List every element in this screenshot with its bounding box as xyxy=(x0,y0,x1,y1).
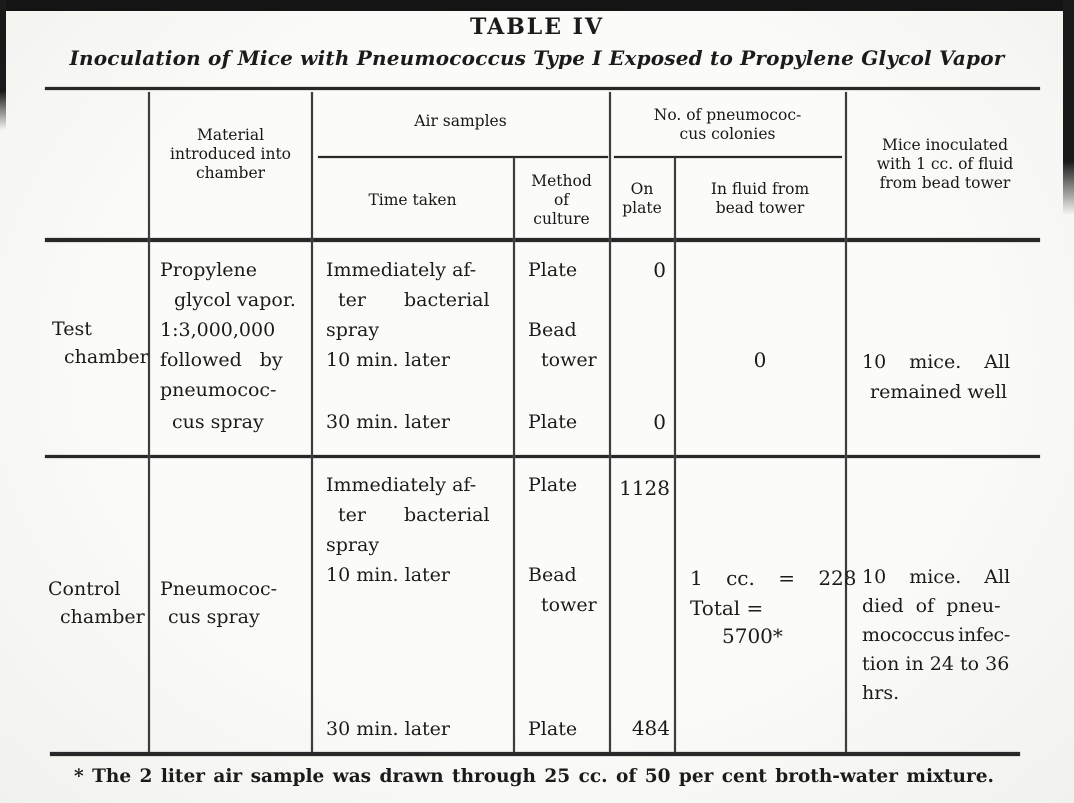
cell-control-mice-line: mococcus infec- xyxy=(862,624,1010,646)
cell-test-time-line: 30 min. later xyxy=(326,411,450,433)
divider-time-method xyxy=(513,158,515,752)
cell-test-material-line: cus spray xyxy=(172,411,264,433)
cell-control-on-plate-value: 1128 xyxy=(619,476,670,500)
cell-test-time-line: Immediately af- xyxy=(326,259,477,281)
cell-test-time-line: spray xyxy=(326,319,380,341)
cell-test-material-line: glycol vapor. xyxy=(174,289,296,311)
table-subtitle: Inoculation of Mice with Pneumococcus Type I Exposed to Propylene Glycol Vapor xyxy=(69,46,1005,70)
cell-test-method-line: Plate xyxy=(528,411,578,433)
row-label-control-line: Control xyxy=(48,578,121,600)
rule-row-divider xyxy=(45,455,1040,458)
cell-test-method-line: Bead xyxy=(528,319,577,341)
cell-control-time-line: ter bacterial xyxy=(338,504,490,526)
row-label-test-line: Test xyxy=(52,318,92,340)
cell-control-method-line: Bead xyxy=(528,564,577,586)
table-title: TABLE IV xyxy=(469,14,605,40)
cell-control-on-plate-value: 484 xyxy=(631,716,670,740)
col-header-air-samples: Air samples xyxy=(414,112,507,130)
cell-control-mice-line: died of pneu- xyxy=(862,595,1001,617)
cell-control-mice-line: tion in 24 to 36 xyxy=(862,653,1010,675)
rule-table-bottom xyxy=(50,752,1020,756)
divider-plate-fluid xyxy=(674,158,676,752)
col-header-in-fluid: In fluid from bead tower xyxy=(710,180,810,217)
cell-control-method-line: Plate xyxy=(528,718,578,740)
cell-test-method-line: Plate xyxy=(528,259,578,281)
col-header-material: Material introduced into chamber xyxy=(169,126,292,182)
cell-control-in-fluid-line: 1 cc. = 228 xyxy=(690,566,857,590)
cell-control-method-line: Plate xyxy=(528,474,578,496)
cell-control-method-line: tower xyxy=(541,594,597,616)
cell-control-material-line: Pneumococ- xyxy=(160,578,278,600)
rule-header-bottom xyxy=(45,238,1040,242)
cell-control-mice-line: 10 mice. All xyxy=(862,566,1011,588)
rule-colonies xyxy=(614,156,842,158)
divider-label-material xyxy=(148,92,150,752)
cell-control-in-fluid-line: 5700* xyxy=(722,624,783,648)
cell-test-material-line: 1:3,000,000 xyxy=(160,319,276,341)
cell-test-on-plate-value: 0 xyxy=(653,410,666,434)
cell-control-time-line: Immediately af- xyxy=(326,474,477,496)
rule-air-samples xyxy=(318,156,608,158)
cell-test-material-line: followed by xyxy=(160,349,283,371)
row-label-control-line: chamber xyxy=(60,606,145,628)
col-header-on-plate: On plate xyxy=(622,180,662,217)
row-label-test-line: chamber xyxy=(64,346,149,368)
cell-control-material-line: cus spray xyxy=(168,606,260,628)
col-header-time-taken: Time taken xyxy=(368,191,457,209)
cell-test-material-line: pneumococ- xyxy=(160,379,277,401)
scan-top-bar xyxy=(0,0,1074,11)
cell-test-time-line: 10 min. later xyxy=(326,349,450,371)
cell-test-in-fluid-value: 0 xyxy=(753,348,767,372)
cell-control-time-line: 10 min. later xyxy=(326,564,450,586)
cell-control-mice-line: hrs. xyxy=(862,682,900,704)
cell-test-time-line: ter bacterial xyxy=(338,289,490,311)
cell-test-mice-line: 10 mice. All xyxy=(862,351,1011,373)
cell-test-mice-line: remained well xyxy=(870,381,1008,403)
cell-test-on-plate-value: 0 xyxy=(653,258,666,282)
rule-table-top xyxy=(45,87,1040,90)
col-header-method: Method of culture xyxy=(531,172,592,228)
col-header-mice: Mice inoculated with 1 cc. of fluid from bead tower xyxy=(876,136,1014,192)
cell-control-in-fluid-line: Total = xyxy=(690,596,764,620)
table-footnote: * The 2 liter air sample was drawn through 25 cc. of 50 per cent broth-water mixture. xyxy=(74,766,994,787)
cell-test-method-line: tower xyxy=(541,349,597,371)
cell-control-time-line: spray xyxy=(326,534,380,556)
cell-control-time-line: 30 min. later xyxy=(326,718,450,740)
cell-test-material-line: Propylene xyxy=(160,259,258,281)
col-header-colonies: No. of pneumococ- cus colonies xyxy=(653,106,802,143)
